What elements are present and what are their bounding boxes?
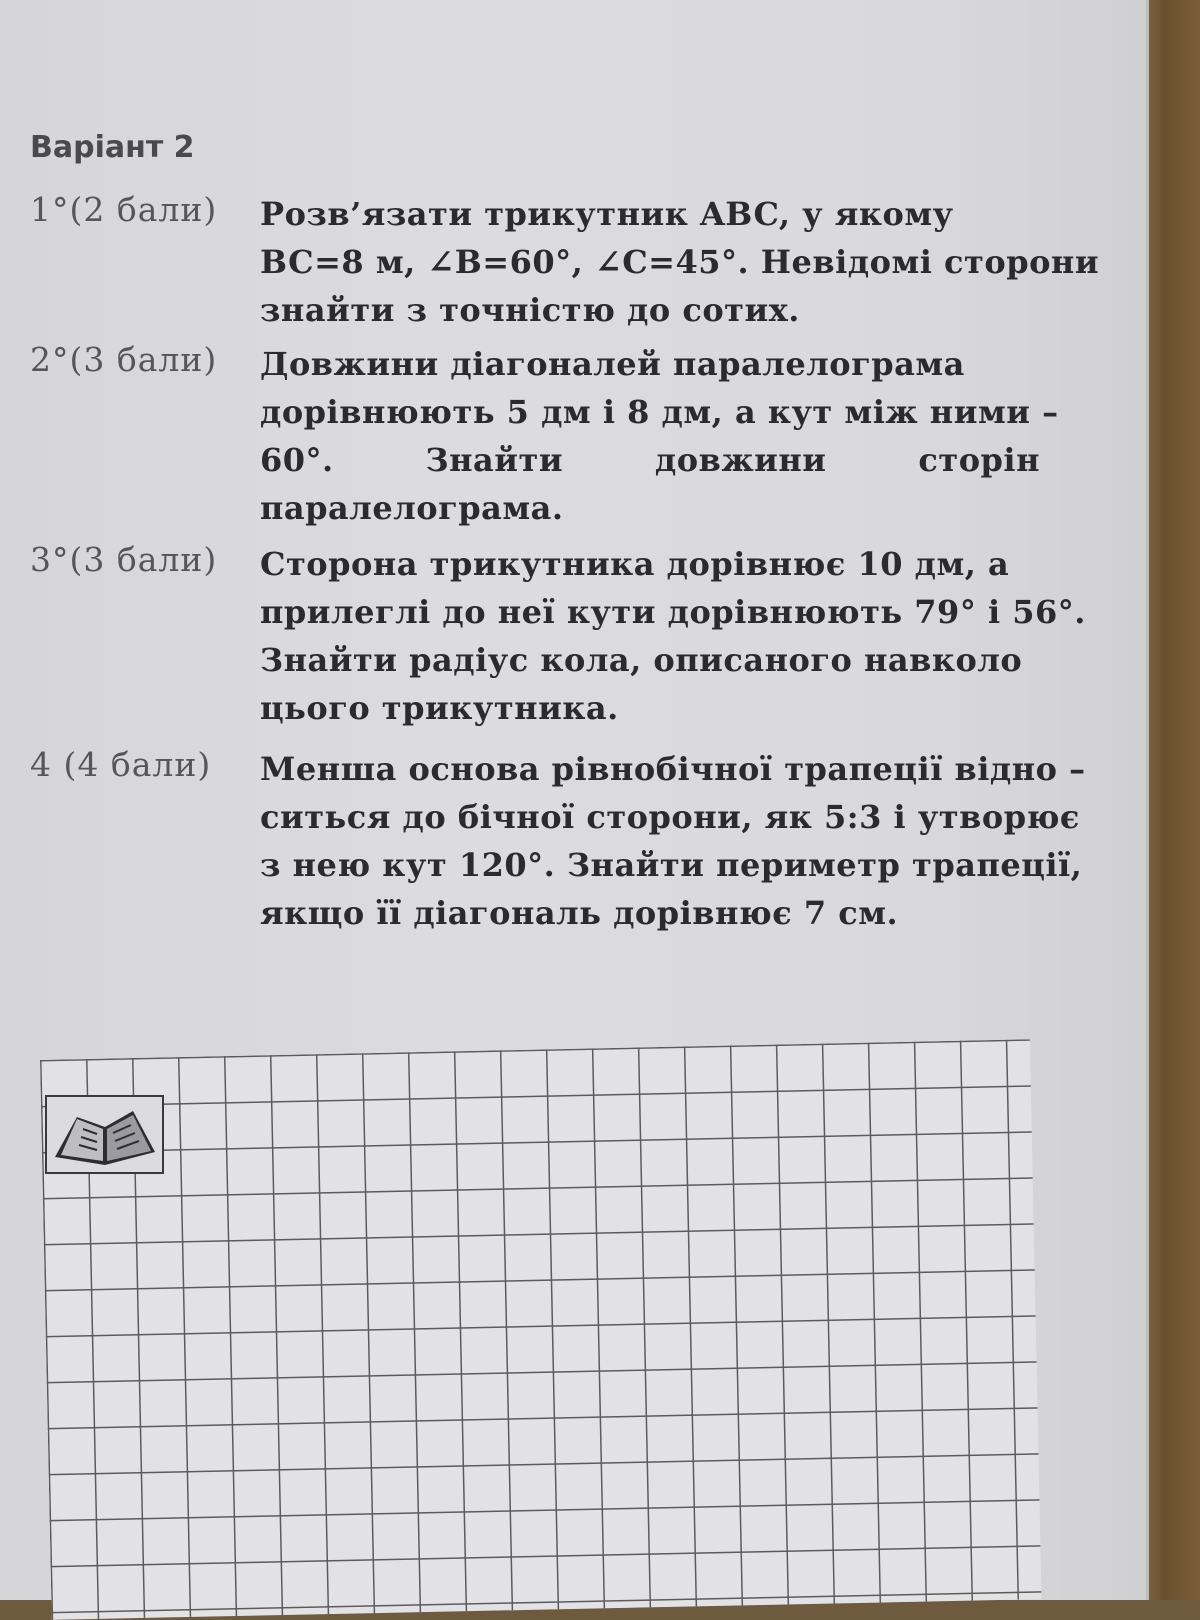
task-text <box>260 340 1059 532</box>
variant-title: Варіант 2 <box>30 130 195 165</box>
task-line: прилеглі до неї кути дорівнюють 79° і 56°. <box>260 593 1086 631</box>
task-line: Знайти радіус кола, описаного навколо <box>260 641 1023 679</box>
book-icon <box>45 1095 164 1174</box>
task-line: дорівнюють 5 дм і 8 дм, а кут між ними – <box>260 393 1059 431</box>
task-line-justified <box>260 436 1040 484</box>
task-line: ситься до бічної сторони, як 5:3 і утворює <box>260 798 1080 836</box>
word: Знайти <box>425 441 564 479</box>
task-line: Сторона трикутника дорівнює 10 дм, а <box>260 545 1010 583</box>
task-text <box>260 540 1086 732</box>
task-line: якщо її діагональ дорівнює 7 см. <box>260 894 899 932</box>
answer-grid <box>40 1039 1042 1620</box>
task-line: з нею кут 120°. Знайти периметр трапеції, <box>260 846 1083 884</box>
task-line: паралелограма. <box>260 489 564 527</box>
word: 60°. <box>260 441 334 479</box>
task-number: 4 (4 бали) <box>30 745 212 784</box>
task-line: Довжини діагоналей паралелограма <box>260 345 965 383</box>
word: довжини <box>654 441 827 479</box>
wooden-surface <box>1140 0 1200 1600</box>
task-line: знайти з точністю до сотих. <box>260 291 800 329</box>
task-number: 1°(2 бали) <box>30 190 218 229</box>
task-number: 2°(3 бали) <box>30 340 218 379</box>
task-line: цього трикутника. <box>260 689 619 727</box>
task-line: BC=8 м, ∠B=60°, ∠C=45°. Невідомі сторони <box>260 243 1100 281</box>
task-text <box>260 190 1100 334</box>
task-line: Менша основа рівнобічної трапеції відно – <box>260 750 1086 788</box>
task-line: Розв’язати трикутник ABC, у якому <box>260 195 954 233</box>
word: сторін <box>918 441 1040 479</box>
task-text <box>260 745 1086 937</box>
task-number: 3°(3 бали) <box>30 540 218 579</box>
